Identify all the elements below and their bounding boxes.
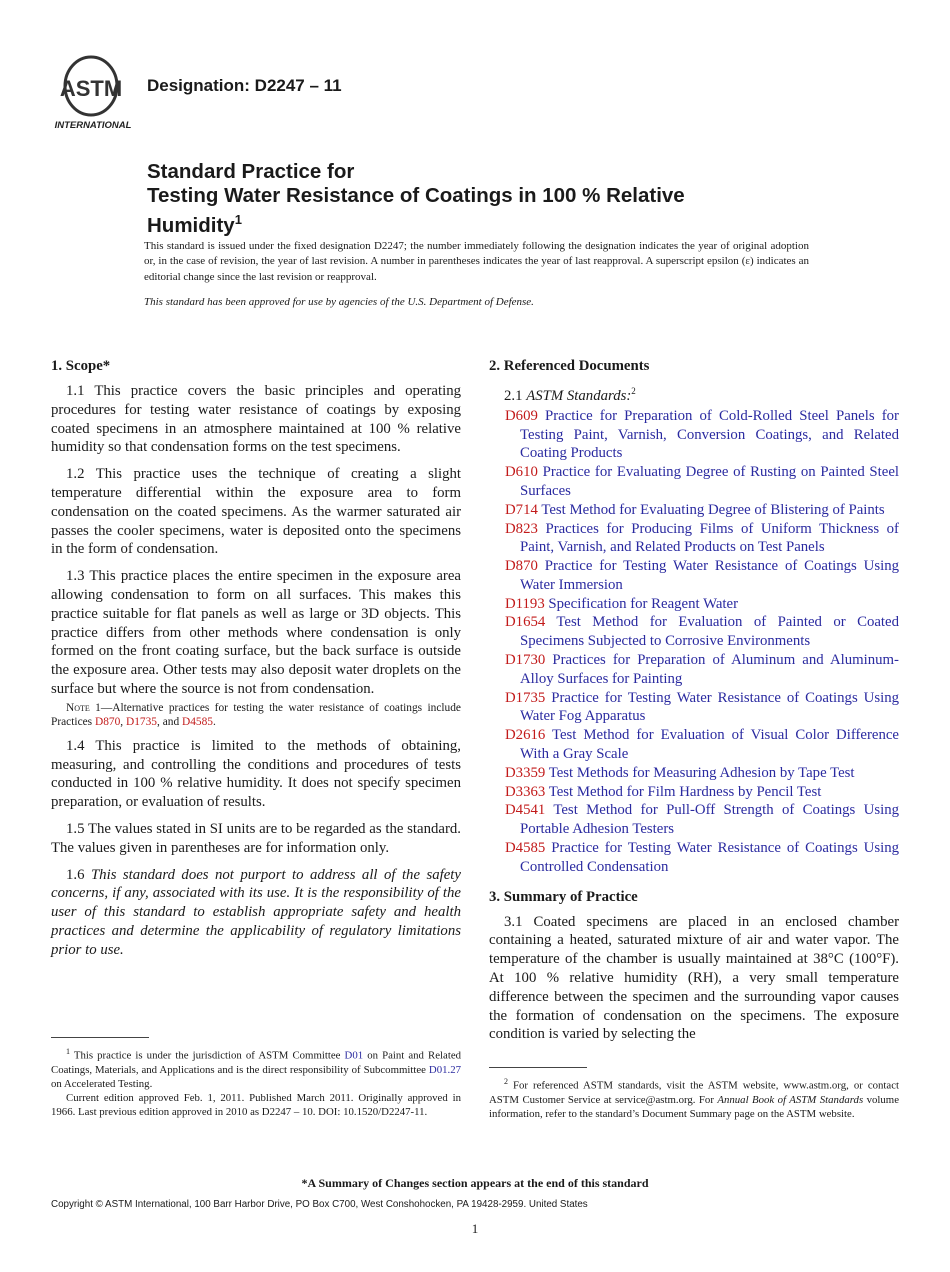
referenced-standard-item[interactable] [489,613,899,651]
standard-title[interactable]: Practices for Producing Films of Uniform Thickness of Paint, Varnish, and Related Products on Test Panels [520,520,899,556]
paragraph-1-6 [51,866,461,960]
subcommittee-link[interactable]: D01.27 [428,1063,461,1076]
safety-statement: This standard does not purport to address all of the safety concerns, if any, associated with its use. It is the responsibility of the user of this standard to establish appropriate safety and health practices and determine the applicability of regulatory limitations prior to use. [51,866,461,958]
copyright: Copyright © ASTM International, 100 Barr Harbor Drive, PO Box C700, West Conshohocken, PA 19428-2959. United States [51,1199,588,1210]
subsection-title: ASTM Standards: [526,387,632,404]
footnote-1-text: on Paint and Related Coatings, Materials, and Applications and is the direct responsibility of Subcommittee [51,1049,462,1076]
note-sep: , and [157,715,182,728]
paragraph-1-3: 1.3 This practice places the entire specimen in the exposure area allowing condensation to form on all surfaces. This makes this practice suitable for flat panels as well as large or 3D objects. This practice differs from other methods where condensation is only formed on the front coating surface, but the back surface is outside the exposure area. Other tests may also deposit water droplets on the surface but where the source is not from condensation. [51,568,461,697]
footnote-2 [489,1075,899,1121]
referenced-standard-item[interactable] [489,764,899,783]
standard-title[interactable]: Practice for Testing Water Resistance of Coatings Using Water Fog Apparatus [520,689,899,725]
footnote-1 [51,1045,461,1120]
footnote-1-mark: 1 [66,1047,70,1056]
footnote-2-book: Annual Book of ASTM Standards [717,1093,864,1106]
note-1 [51,701,461,729]
standard-title[interactable]: Test Method for Evaluation of Visual Color Difference With a Gray Scale [520,727,899,763]
section-heading-referenced-documents: 2. Referenced Documents [489,358,650,374]
title-line-3 [147,208,867,238]
referenced-standards-list [489,407,899,877]
title-footnote-mark[interactable]: 1 [234,212,242,227]
standard-title[interactable]: Practice for Preparation of Cold-Rolled Steel Panels for Testing Paint, Varnish, Conversion Coatings, and Related Coating Products [520,407,899,462]
note-label: Note 1 [66,701,101,714]
standard-title[interactable]: Test Method for Evaluating Degree of Blistering of Paints [537,501,885,518]
note-link-d1735[interactable]: D1735 [125,715,157,728]
standard-title[interactable]: Test Method for Film Hardness by Pencil Test [545,783,822,800]
referenced-standard-item[interactable] [489,839,899,877]
standard-code[interactable]: D3363 [505,783,546,800]
section-heading-scope: 1. Scope* [51,358,111,374]
approved-statement: This standard has been approved for use by agencies of the U.S. Department of Defense. [144,296,534,309]
referenced-standard-item[interactable] [489,463,899,501]
standard-code[interactable]: D1193 [505,595,545,612]
subsection-number: 2.1 [504,387,527,404]
paragraph-1-5: 1.5 The values stated in SI units are to be regarded as the standard. The values given in parentheses are for information only. [51,820,461,856]
standard-code[interactable]: D3359 [505,764,546,781]
title-line-3-text: Humidity [147,213,235,237]
referenced-standard-item[interactable] [489,651,899,689]
standard-code[interactable]: D1654 [505,614,546,631]
standard-title[interactable]: Test Methods for Measuring Adhesion by Tape Test [545,764,855,781]
astm-international-logo [51,52,135,132]
referenced-standard-item[interactable] [489,501,899,520]
right-column [489,356,899,1052]
referenced-standard-item[interactable] [489,595,899,614]
standard-code[interactable]: D4541 [505,802,546,819]
summary-of-changes-note: *A Summary of Changes section appears at the end of this standard [301,1176,649,1190]
paragraph-1-4: 1.4 This practice is limited to the methods of obtaining, measuring, and controlling the conditions and procedures of tests conducted in 100 % relative humidity. It does not specify specimen preparation, or evaluation of results. [51,737,461,811]
note-link-d4585[interactable]: D4585 [182,715,214,728]
footnote-2-text: For referenced ASTM standards, visit the ASTM website, www.astm.org, or contact ASTM Customer Service at service@astm.org. For [489,1079,899,1106]
referenced-standard-item[interactable] [489,689,899,727]
note-link-d870[interactable]: D870 [94,715,121,728]
standard-title[interactable]: Practices for Preparation of Aluminum and Aluminum-Alloy Surfaces for Painting [520,652,899,687]
designation: Designation: D2247 – 11 [147,76,342,95]
standard-code[interactable]: D1730 [505,652,546,669]
page-number: 1 [471,1221,479,1236]
note-text: —Alternative practices for testing the water resistance of coatings include Practices [51,701,461,728]
logo-text: INTERNATIONAL [54,120,132,131]
standard-title[interactable]: Practice for Evaluating Degree of Rusting on Painted Steel Surfaces [520,464,899,499]
note-sep: , [120,715,126,728]
standard-title[interactable]: Test Method for Evaluation of Painted or Coated Specimens Subjected to Corrosive Environments [520,614,899,650]
referenced-standard-item[interactable] [489,557,899,595]
footnote-1-text: on Accelerated Testing. [51,1078,153,1090]
committee-link[interactable]: D01 [344,1049,364,1062]
footnote-2-mark: 2 [504,1077,508,1086]
standard-code[interactable]: D610 [505,464,538,481]
footnote-divider [489,1067,587,1068]
subsection-astm-standards [489,382,899,406]
referenced-standard-item[interactable] [489,801,899,839]
standard-title[interactable]: Test Method for Pull-Off Strength of Coatings Using Portable Adhesion Testers [520,802,899,838]
standard-title[interactable]: Practice for Testing Water Resistance of Coatings Using Water Immersion [520,558,899,593]
edition-note: Current edition approved Feb. 1, 2011. Published March 2011. Originally approved in 1966. Last previous edition approved in 2010 as D2247 – 10. DOI: 10.1520/D2247-11. [51,1092,461,1119]
paragraph-number: 1.6 [66,866,91,883]
standard-code[interactable]: D714 [505,501,538,518]
paragraph-1-2: 1.2 This practice uses the technique of creating a slight temperature differential within the exposure area to form condensation on the coated specimens. As the warmer saturated air passes the cooler specimens, water is deposited onto the specimens in the form of condensation. [51,466,461,558]
title-line-2: Testing Water Resistance of Coatings in 100 % Relative [147,184,685,207]
standard-title[interactable]: Practice for Testing Water Resistance of Coatings Using Controlled Condensation [520,840,899,875]
left-column [51,356,461,968]
standard-code[interactable]: D4585 [505,840,546,857]
subsection-footnote-mark[interactable]: 2 [631,386,636,396]
standard-title[interactable]: Specification for Reagent Water [544,595,739,612]
standard-code[interactable]: D2616 [505,727,546,744]
issued-statement: This standard is issued under the fixed designation D2247; the number immediately following the designation indicates the year of original adoption or, in the case of revision, the year of last revision. A number in parentheses indicates the year of last reapproval. A superscript epsilon (ε) indicates an editorial change since the last revision or reapproval. [144,240,809,283]
standard-code[interactable]: D870 [505,558,538,575]
logo-monogram: ASTM [59,76,123,101]
document-title [147,160,867,238]
referenced-standard-item[interactable] [489,520,899,558]
title-line-1: Standard Practice for [147,160,355,183]
section-heading-summary: 3. Summary of Practice [489,888,638,905]
footnote-2-text: volume information, refer to the standard’s Document Summary page on the ASTM website. [489,1093,899,1120]
standard-code[interactable]: D823 [505,520,538,537]
referenced-standard-item[interactable] [489,783,899,802]
standard-code[interactable]: D609 [505,407,538,424]
footnote-divider [51,1037,149,1038]
paragraph-1-1: 1.1 This practice covers the basic principles and operating procedures for testing water resistance of coatings by exposing coated specimens in an atmosphere maintained at 100 % relative humidity so that condensation forms on the test specimens. [51,383,461,456]
paragraph-3-1: 3.1 Coated specimens are placed in an enclosed chamber containing a heated, saturated mixture of air and water vapor. The temperature of the chamber is usually maintained at 38°C (100°F). At 100 % relative humidity (RH), a very small temperature difference between the specimen and the surrounding vapor causes the formation of condensation on the specimens. The exposure condition is varied by selecting the [489,913,899,1043]
note-end: . [213,715,216,728]
footnote-1-text: This practice is under the jurisdiction of ASTM Committee [70,1049,345,1062]
referenced-standard-item[interactable] [489,407,899,463]
referenced-standard-item[interactable] [489,726,899,764]
standard-code[interactable]: D1735 [505,689,546,706]
intro-block [144,239,809,311]
